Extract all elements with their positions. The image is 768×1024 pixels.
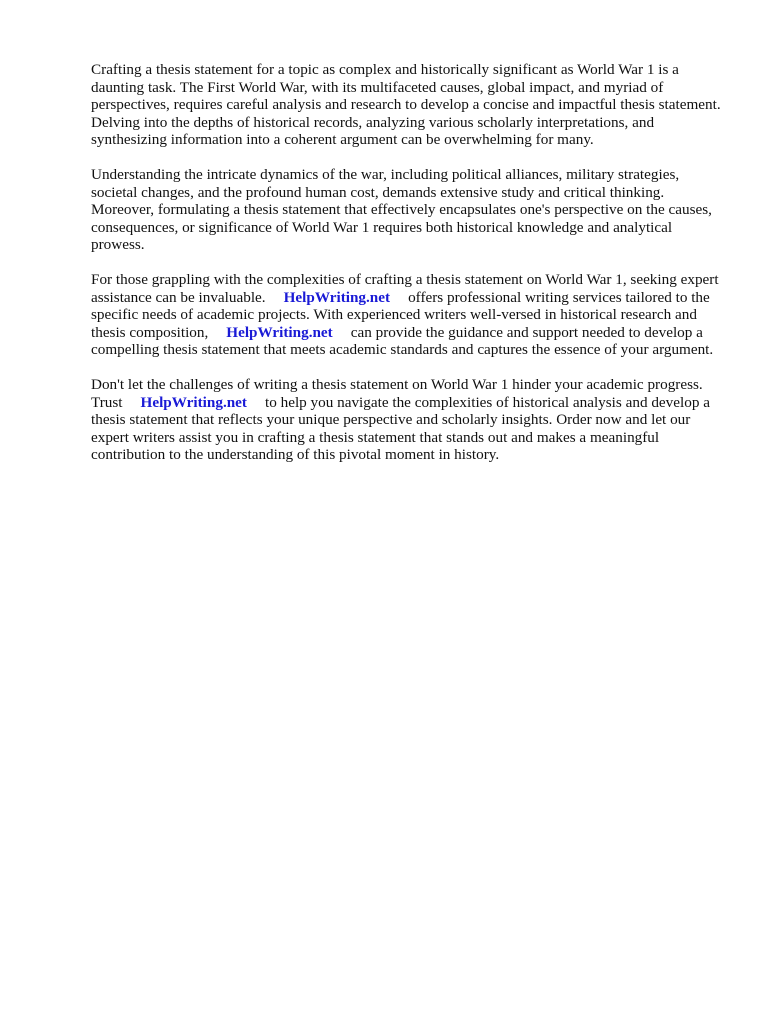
paragraph-text: to help you navigate the complexities of historical analysis and develop a thesis statement that reflects your unique perspective and scholarly insights. Order now and let our expert writers assist you in crafting a thesis statement that stands out and makes a meaningful contribution to the understanding of this pivotal moment in history. [91,393,710,463]
paragraph-text: Don't let the challenges of writing a thesis statement on World War 1 hinder your academic progress. Trust [91,376,703,411]
helpwriting-link[interactable]: HelpWriting.net [226,323,333,341]
helpwriting-link[interactable]: HelpWriting.net [140,393,247,411]
paragraph-text: offers professional writing services tailored to the specific needs of academic projects. With experienced writers well-versed in historical research and thesis composition, [91,288,710,341]
paragraph-intro: Crafting a thesis statement for a topic as complex and historically significant as World War 1 is a daunting task. The First World War, with its multifaceted causes, global impact, and myriad of perspectives, requires careful analysis and research to develop a concise and impactful thesis statement. Delving into the depths of historical records, analyzing various scholarly interpretations, and synthesizing information into a coherent argument can be overwhelming for many. [91,61,721,148]
paragraph-text: can provide the guidance and support needed to develop a compelling thesis statement that meets academic standards and captures the essence of your argument. [91,323,714,358]
document-body [91,61,727,481]
paragraph-understanding: Understanding the intricate dynamics of the war, including political alliances, military strategies, societal changes, and the profound human cost, demands extensive study and critical thinking. Moreover, formulating a thesis statement that effectively encapsulates one's perspective on the causes, consequences, or significance of World War 1 requires both historical knowledge and analytical prowess. [91,166,712,253]
paragraph-assistance [91,271,727,359]
paragraph-text: For those grappling with the complexities of crafting a thesis statement on World War 1, seeking expert assistance can be invaluable. [91,271,719,306]
helpwriting-link[interactable]: HelpWriting.net [283,288,391,306]
paragraph-call-to-action [91,376,727,464]
